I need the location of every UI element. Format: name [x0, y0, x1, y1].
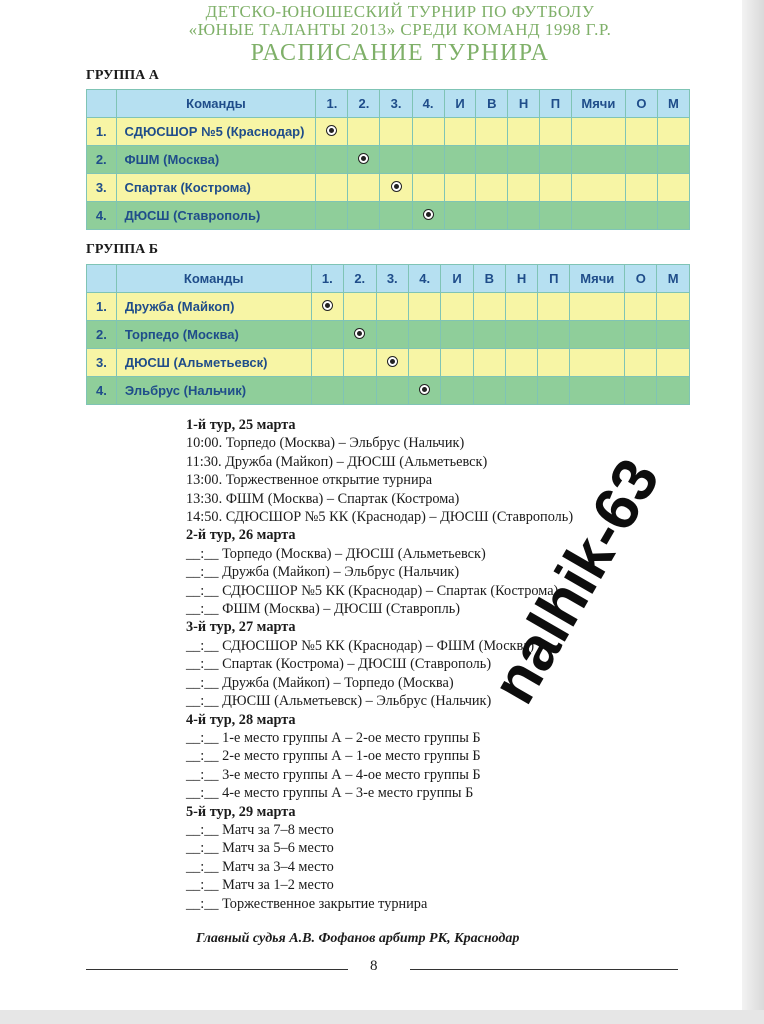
header-cell: 3.	[380, 90, 412, 118]
table-row	[87, 293, 690, 321]
football-icon	[419, 384, 430, 395]
schedule-item: 13:30. ФШМ (Москва) – Спартак (Кострома)	[186, 490, 460, 507]
page-edge-bottom	[0, 1010, 764, 1024]
table-row	[87, 321, 690, 349]
round-heading: 1-й тур, 25 марта	[186, 417, 296, 433]
row-number: 1.	[87, 118, 117, 146]
header-cell: В	[473, 265, 505, 293]
team-name: ДЮСШ (Ставрополь)	[116, 202, 316, 230]
schedule-item: __:__ Дружба (Майкоп) – Торпедо (Москва)	[186, 674, 454, 691]
ball-cell	[311, 293, 343, 321]
round-heading: 2-й тур, 26 марта	[186, 527, 296, 544]
round-heading: 3-й тур, 27 марта	[186, 619, 296, 636]
schedule-item: 11:30. Дружба (Майкоп) – ДЮСШ (Альметьевск)	[186, 453, 488, 470]
header-cell: 1.	[316, 90, 348, 118]
header-cell: Команды	[116, 265, 311, 293]
table-row	[87, 146, 690, 174]
header-cell: О	[625, 90, 657, 118]
table-row	[87, 349, 690, 377]
schedule-item: 14:50. СДЮСШОР №5 КК (Краснодар) – ДЮСШ (Ставрополь)	[186, 509, 574, 526]
table-row	[87, 174, 690, 202]
schedule-item: __:__ 4-е место группы А – 3-е место группы Б	[186, 785, 474, 802]
football-icon	[387, 356, 398, 367]
header-cell: 4.	[408, 265, 440, 293]
schedule-item: __:__ 1-е место группы А – 2-ое место группы Б	[186, 729, 481, 746]
round-heading: 4-й тур, 28 марта	[186, 711, 296, 728]
row-number: 4.	[87, 377, 117, 405]
header-line-1: ДЕТСКО-ЮНОШЕСКИЙ ТУРНИР ПО ФУТБОЛУ	[205, 2, 595, 21]
footer-divider	[410, 969, 678, 970]
watermark: nalhik-63	[478, 447, 674, 715]
row-number: 2.	[87, 321, 117, 349]
row-number: 4.	[87, 202, 117, 230]
schedule-item: __:__ Матч за 5–6 место	[186, 840, 334, 857]
ball-cell	[380, 174, 412, 202]
schedule-item: __:__ СДЮСШОР №5 КК (Краснодар) – ФШМ (Москва)	[186, 637, 535, 654]
table-header-row	[87, 265, 690, 293]
header-cell	[87, 90, 117, 118]
schedule-item: __:__ Матч за 7–8 место	[186, 821, 334, 838]
ball-cell	[408, 377, 440, 405]
group-b-title: ГРУППА Б	[86, 242, 159, 257]
header-cell: 1.	[311, 265, 343, 293]
schedule-item: __:__ Спартак (Кострома) – ДЮСШ (Ставрополь)	[186, 656, 492, 673]
ball-cell	[316, 118, 348, 146]
football-icon	[354, 328, 365, 339]
footer-divider	[86, 969, 348, 970]
schedule-item: __:__ Матч за 1–2 место	[186, 877, 334, 894]
schedule-item: 13:00. Торжественное открытие турнира	[186, 472, 433, 489]
header-cell: Мячи	[571, 90, 625, 118]
table-header-row	[87, 90, 690, 118]
round-heading: 5-й тур, 29 марта	[186, 803, 296, 820]
schedule-item: __:__ Матч за 3–4 место	[186, 858, 334, 875]
chief-referee-line: Главный судья А.В. Фофанов арбитр РК, Краснодар	[196, 931, 520, 946]
group-b-table	[86, 264, 690, 405]
header-cell: М	[657, 265, 690, 293]
group-a-table	[86, 89, 690, 230]
schedule-item: __:__ 3-е место группы А – 4-ое место группы Б	[186, 766, 481, 783]
schedule-item: 10:00. Торпедо (Москва) – Эльбрус (Нальчик)	[186, 435, 465, 452]
schedule-item: __:__ ФШМ (Москва) – ДЮСШ (Ставропль)	[186, 601, 460, 618]
football-icon	[322, 300, 333, 311]
page-title: РАСПИСАНИЕ ТУРНИРА	[250, 40, 550, 66]
team-name: ДЮСШ (Альметьевск)	[116, 349, 311, 377]
header-cell: Команды	[116, 90, 316, 118]
schedule-item: __:__ ДЮСШ (Альметьевск) – Эльбрус (Нальчик)	[186, 693, 492, 710]
header-cell	[87, 265, 117, 293]
header-cell: Н	[505, 265, 537, 293]
schedule-item: __:__ Торжественное закрытие турнира	[186, 895, 428, 912]
football-icon	[423, 209, 434, 220]
schedule-item: __:__ 2-е место группы А – 1-ое место группы Б	[186, 748, 481, 765]
football-icon	[326, 125, 337, 136]
team-name: Торпедо (Москва)	[116, 321, 311, 349]
schedule-item: __:__ Дружба (Майкоп) – Эльбрус (Нальчик)	[186, 564, 460, 581]
header-cell: 2.	[348, 90, 380, 118]
header-cell: 4.	[412, 90, 444, 118]
row-number: 3.	[87, 349, 117, 377]
football-icon	[358, 153, 369, 164]
team-name: Эльбрус (Нальчик)	[116, 377, 311, 405]
header-cell: 2.	[344, 265, 376, 293]
team-name: Дружба (Майкоп)	[116, 293, 311, 321]
header-cell: И	[444, 90, 476, 118]
table-row	[87, 118, 690, 146]
table-row	[87, 202, 690, 230]
schedule-item: __:__ СДЮСШОР №5 КК (Краснодар) – Спартак (Кострома)	[186, 582, 559, 599]
header-cell: Мячи	[570, 265, 625, 293]
header-cell: В	[476, 90, 508, 118]
row-number: 1.	[87, 293, 117, 321]
page-number: 8	[370, 958, 378, 974]
schedule-item: __:__ Торпедо (Москва) – ДЮСШ (Альметьевск)	[186, 545, 486, 562]
team-name: СДЮСШОР №5 (Краснодар)	[116, 118, 316, 146]
team-name: Спартак (Кострома)	[116, 174, 316, 202]
header-cell: О	[625, 265, 657, 293]
header-cell: П	[539, 90, 571, 118]
header-cell: М	[657, 90, 689, 118]
page-edge	[742, 0, 764, 1024]
ball-cell	[412, 202, 444, 230]
team-name: ФШМ (Москва)	[116, 146, 316, 174]
header-cell: Н	[508, 90, 540, 118]
header-cell: 3.	[376, 265, 408, 293]
row-number: 2.	[87, 146, 117, 174]
row-number: 3.	[87, 174, 117, 202]
header-cell: П	[538, 265, 570, 293]
group-a-title: ГРУППА А	[86, 68, 159, 83]
header-line-2: «ЮНЫЕ ТАЛАНТЫ 2013» СРЕДИ КОМАНД 1998 Г.Р.	[188, 20, 612, 39]
football-icon	[391, 181, 402, 192]
table-row	[87, 377, 690, 405]
ball-cell	[344, 321, 376, 349]
ball-cell	[348, 146, 380, 174]
ball-cell	[376, 349, 408, 377]
header-cell: И	[441, 265, 473, 293]
